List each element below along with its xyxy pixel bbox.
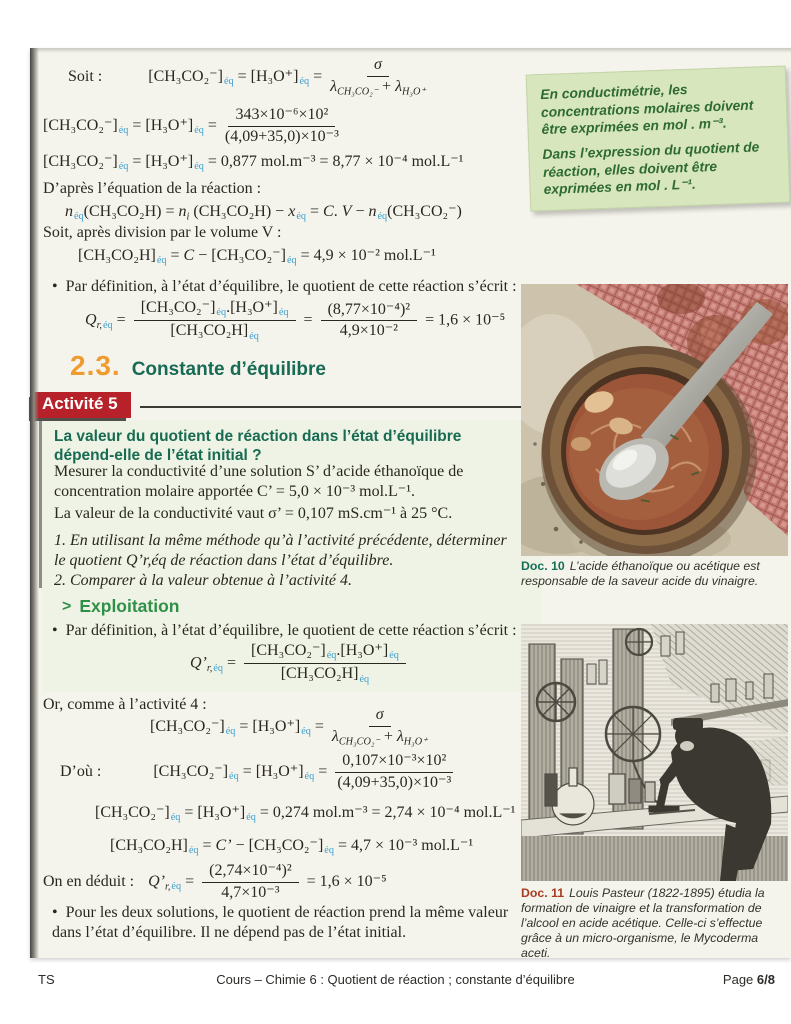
- page-scan: [30, 48, 791, 958]
- activity-paragraph-1: Mesurer la conductivité d’une solution S’ d’acide éthanoïque de concentration molaire apportée C’ = 5,0 × 10⁻³ mol.L⁻¹.: [54, 463, 464, 501]
- bullet-icon: •: [52, 278, 58, 295]
- equation-body: $Q’_{r,éq}$ = $\frac{\text{(2,74×10⁻⁴)²}}{\text{4,7×10⁻³}}$ = 1,6 × 10⁻⁵: [148, 862, 387, 901]
- equation-body: $n_{éq}(CH_3CO_2H) = n_i$ $(CH_3CO_2H) - x_{éq} = C$. $V - n_{éq}(CH_3CO_2^-)$: [65, 203, 462, 223]
- chevron-icon: >: [62, 597, 72, 615]
- activity-paragraph-2: La valeur de la conductivité vaut σ’ = 0,107 mS.cm⁻¹ à 25 °C.: [54, 505, 453, 522]
- equation-concentration-definition: [68, 56, 430, 98]
- equation-mole-balance: [65, 201, 462, 222]
- doc10-photo-vinegar-bowl: [521, 284, 788, 556]
- equation-qprime-value: [43, 862, 387, 903]
- equation-label: Soit :: [68, 68, 103, 86]
- equation-body: $[CH_3CO_2H]_{éq} = C$’ − $[CH_3CO_2^-]_{éq} = 4,7 \times 10^{-3}$ mol.L⁻¹: [110, 837, 474, 857]
- doc11-caption: Doc. 11 Louis Pasteur (1822-1895) étudia la formation de vinaigre et la transformation de l’alcool en acide acétique. Celle-ci s’effectue grâce à un micro-organisme, le Mycoderma aceti.: [521, 886, 765, 960]
- equation-concentration-definition-2: [150, 706, 432, 748]
- footer-page-number: Page 6/8: [722, 972, 775, 987]
- equation-body: $[CH_3CO_2^-]_{éq} = [H_3O^+]_{éq}$ = $\frac{\text{343×10⁻⁶×10²}}{\text{(4,09+35,0)×10⁻³}}$: [43, 106, 339, 145]
- note-paragraph-1: En conductimétrie, les concentrations molaires doivent être exprimées en mol . m⁻³.: [540, 81, 754, 138]
- equation-body: $[CH_3CO_2^-]_{éq} = [H_3O^+]_{éq} = 0,877$ mol.m⁻³ = 8,77 × 10⁻⁴ mol.L⁻¹: [43, 153, 464, 173]
- section-title: Constante d’équilibre: [131, 359, 326, 380]
- banner-rule: [140, 406, 530, 408]
- equation-body: $Q’_{r,éq}$ = $\frac{[CH_3CO_2^-]_{éq}.[H_3O^+]_{éq}}{[CH_3CO_2H]_{éq}}$: [190, 642, 410, 686]
- equation-dou: [60, 752, 457, 793]
- para-or-comme: Or, comme à l’activité 4 :: [43, 696, 207, 713]
- activity-question-2: 2. Comparer à la valeur obtenue à l’activité 4.: [54, 572, 353, 589]
- equation-body: $[CH_3CO_2^-]_{éq} = [H_3O^+]_{éq}$ = $\frac{\text{0,107×10⁻³×10²}}{\text{(4,09+35,0)×10⁻³}}$: [153, 752, 457, 793]
- exploitation-heading: > Exploitation: [62, 596, 180, 616]
- bullet-icon: •: [52, 622, 58, 639]
- para-conclusion: • Pour les deux solutions, le quotient de réaction prend la même valeur dans l’état d’équilibre. Il ne dépend pas de l’état initial.: [52, 904, 509, 942]
- bullet-icon: •: [52, 904, 58, 921]
- page-footer: [0, 972, 791, 992]
- sticky-note: [526, 66, 791, 212]
- para-dapres: D’après l’équation de la réaction :: [43, 180, 262, 197]
- section-heading: [70, 350, 326, 382]
- activity-question-1: 1. En utilisant la même méthode qu’à l’activité précédente, déterminer le quotient Q’r,éq de réaction dans l’état d’équilibre.: [54, 532, 507, 570]
- equation-body: $[CH_3CO_2H]_{éq} = C - [CH_3CO_2^-]_{éq} = 4,9 \times 10^{-2}$ mol.L⁻¹: [78, 247, 436, 267]
- doc10-caption: Doc. 10 L’acide éthanoïque ou acétique est responsable de la saveur acide du vinaigre.: [521, 559, 760, 588]
- equation-qreq-value: [85, 299, 505, 343]
- footer-course-title: Cours – Chimie 6 : Quotient de réaction ; constante d’équilibre: [216, 972, 575, 987]
- equation-numeric-fraction: [43, 106, 343, 147]
- equation-qprime-definition: [190, 642, 410, 686]
- doc10-label: Doc. 10: [521, 559, 565, 573]
- footer-class-level: TS: [38, 972, 55, 987]
- equation-body: $[CH_3CO_2^-]_{éq} = [H_3O^+]_{éq}$ = $\frac{\sigma}{\lambda_{CH_3CO_2^-} + \lambda_{H_3O^+}}$: [150, 706, 428, 748]
- equation-body: $[CH_3CO_2^-]_{éq} = [H_3O^+]_{éq} = 0,274$ mol.m⁻³ = 2,74 × 10⁻⁴ mol.L⁻¹: [95, 804, 516, 824]
- para-definition-quotient: • Par définition, à l’état d’équilibre, le quotient de cette réaction s’écrit :: [52, 278, 517, 295]
- equation-acid-concentration-2: [110, 835, 473, 856]
- activity-question: La valeur du quotient de réaction dans l’état d’équilibre dépend-elle de l’état initial ?: [54, 428, 462, 465]
- doc11-engraving-pasteur: [521, 624, 788, 881]
- equation-label: D’où :: [60, 763, 102, 781]
- doc11-label: Doc. 11: [521, 886, 565, 900]
- equation-acid-concentration: [78, 245, 436, 266]
- equation-result-0274: [95, 802, 515, 823]
- note-paragraph-2: Dans l’expression du quotient de réaction, elles doivent être exprimées en mol . L⁻¹.: [542, 139, 760, 198]
- equation-result-0877: [43, 151, 463, 172]
- para-definition-quotient-2: • Par définition, à l’état d’équilibre, le quotient de cette réaction s’écrit :: [52, 622, 517, 639]
- equation-body: $[CH_3CO_2^-]_{éq} = [H_3O^+]_{éq}$ = $\frac{\sigma}{\lambda_{CH_3CO_2^-} + \lambda_{H_3O^+}}$: [148, 56, 426, 98]
- equation-label: On en déduit :: [43, 873, 135, 891]
- activity-banner: Activité 5: [32, 392, 131, 418]
- equation-body: $Q_{r,éq}$ = $\frac{[CH_3CO_2^-]_{éq}.[H_3O^+]_{éq}}{[CH_3CO_2H]_{éq}}$ = $\frac{\text{(8,77×10⁻⁴)²}}{\text{4,9×10⁻²}}$ = 1,6 × 10⁻⁵: [85, 299, 506, 342]
- para-soit-division: Soit, après division par le volume V :: [43, 224, 282, 241]
- section-number: 2.3.: [70, 350, 121, 381]
